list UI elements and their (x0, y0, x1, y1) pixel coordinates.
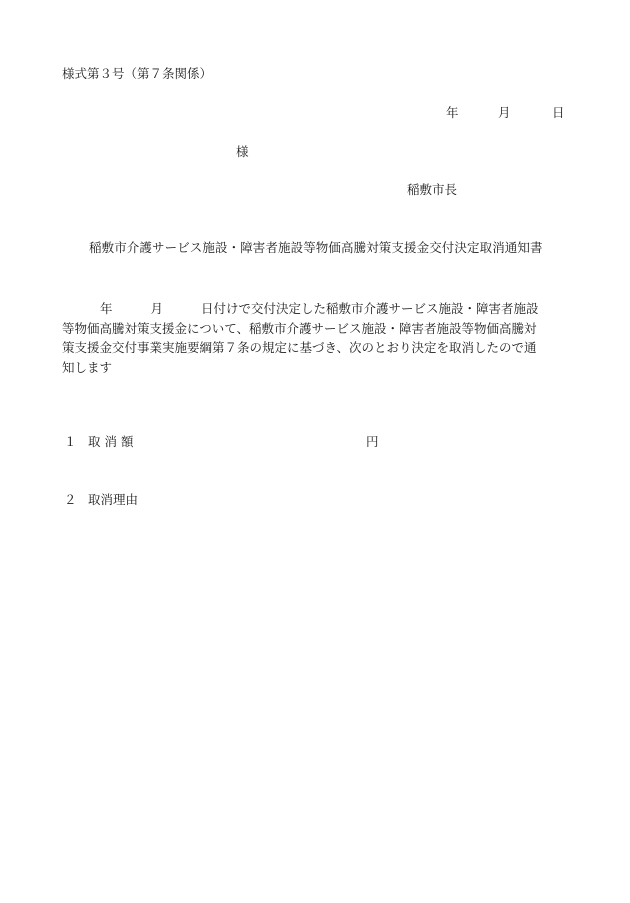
body-year-label: 年 (100, 301, 113, 316)
body-line-3: 策支援金交付事業実施要綱第７条の規定に基づき、次のとおり決定を取消したので通 (62, 340, 537, 355)
item-2-label: 取消理由 (88, 492, 139, 507)
form-number: 様式第３号（第７条関係） (62, 66, 213, 81)
item-1-label: 取消額 (88, 434, 138, 449)
body-month-label: 月 (150, 301, 164, 316)
document-title: 稲敷市介護サービス施設・障害者施設等物価高騰対策支援金交付決定取消通知書 (89, 240, 543, 255)
body-line-2: 等物価高騰対策支援金について、稲敷市介護サービス施設・障害者施設等物価高騰対 (62, 320, 537, 336)
recipient-suffix: 様 (236, 144, 249, 159)
body-line-4: 知します (62, 359, 113, 375)
issuer-name: 稲敷市長 (407, 182, 458, 197)
item-1-number: １ (64, 434, 77, 449)
date-day-label: 日 (552, 105, 565, 120)
item-2-number: ２ (64, 492, 77, 507)
item-1-unit: 円 (366, 434, 379, 449)
notice-body (62, 299, 562, 377)
body-line-1-text: 日付けで交付決定した稲敷市介護サービス施設・障害者施設 (201, 301, 539, 316)
body-line-1 (62, 299, 562, 319)
date-month-label: 月 (498, 105, 511, 120)
date-year-label: 年 (446, 105, 459, 120)
